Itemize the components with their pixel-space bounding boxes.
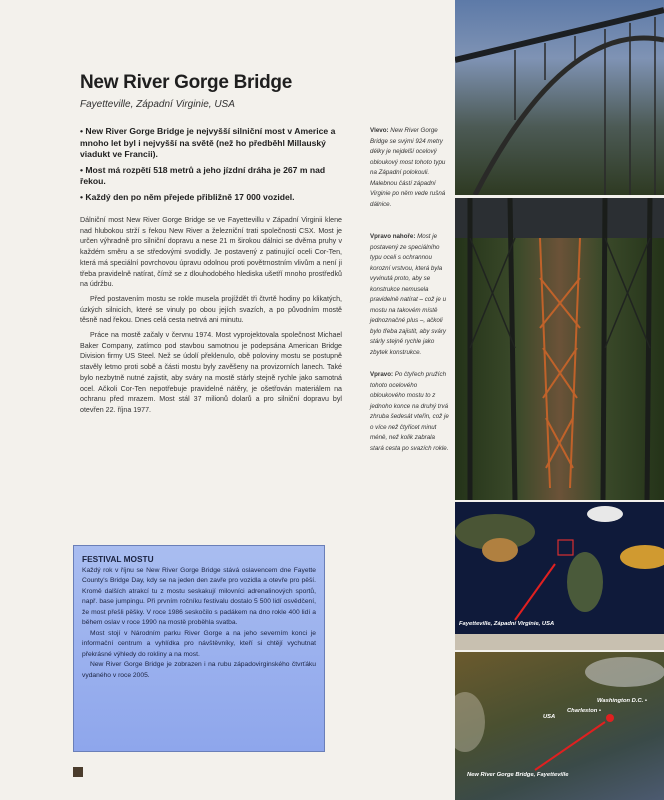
main-column [80, 126, 348, 420]
world-map-label: Fayetteville, Západní Virginie, USA [459, 621, 555, 627]
bridge-arch-graphic [455, 0, 664, 195]
charleston-label: Charleston • [567, 708, 601, 714]
photo-captions [370, 126, 450, 466]
caption-text: Po čtyřech pružích tohoto ocelového obloukového mostu to z jednoho konce na druhý trvá zhruba šedesát vteřin, což je o více než čtyřicet minut méně, než kolik zabrala stará cesta po svazích rokle. [370, 371, 449, 452]
paragraph: Most stojí v Národním parku River Gorge a na jeho severním konci je informační centrum a vyhlídka pro návštěvníky, kteří si chtějí vychutnat překrásné výhledy do rokliny a na most. [82, 629, 316, 658]
usa-label: USA [543, 714, 556, 720]
washington-label: Washington D.C. • [597, 698, 647, 704]
paragraph: Každý rok v říjnu se New River Gorge Bridge stává oslavencem dne Fayette County's Bridge Day, kdy se na jeden den zavře pro vozidla a otevře pro pěší. Kromě dalších atrakcí tu z mostu seskakují milovníci adrenalinových sportů, např. base jumpingu. Při prvním ročníku festivalu dostalo 5 500 lidí osvědčení, že most přešli pěšky. V roce 1986 seskočilo s padákem na dno rokle 400 lidí a během oslav v roce 1990 na mostě proběhla svatba. [82, 566, 316, 626]
article-subtitle: Fayetteville, Západní Virginie, USA [80, 99, 235, 110]
caption-label: Vlevo: [370, 127, 389, 134]
caption [370, 232, 450, 358]
bridge-underside-graphic [455, 198, 664, 500]
world-map [455, 502, 664, 650]
bridge-arch-photo [455, 0, 664, 195]
fact-bullets [80, 126, 348, 203]
bullet: • New River Gorge Bridge je nejvyšší silniční most v Americe a mnoho let byl i nejvyšší na světě (než ho předběhl Millauský viadukt ve Francii). [80, 126, 336, 159]
caption-label: Vpravo nahoře: [370, 233, 416, 240]
bullet: • Každý den po něm přejede přibližně 17 000 vozidel. [80, 191, 295, 202]
paragraph: Dálniční most New River Gorge Bridge se ve Fayettevillu v Západní Virginii klene nad hlubokou strží s řekou New River a železniční trati společnosti CSX. Most je určen výhradně pro silniční dopravu a nese 21 m širokou dálnici se dvěma pruhy v každém směru a se středovými svodidly. Je postavený z patinující oceli Cor-Ten, která má speciální povrchovou úpravu odolnou proti povětrnostním vlivům a není ji třeba pravidelně natírat, čímž se z dlouhodobého hlediska ušetří mnoho prostředků na údržbu. [80, 216, 342, 289]
article-body [80, 215, 342, 416]
caption-text: Most je postavený ze speciálního typu oceli s ochrannou korozní vrstvou, která byla vyvinutá proto, aby se konstrukce nemusela pravidelně natírat – což je u mostu na takovém místě jednoznačné plus –, ačkoli bylo třeba zajistit, aby sváry stárly stejně rychle jako zbytek konstrukce. [370, 233, 447, 356]
page-number-marker [73, 767, 83, 777]
caption [370, 370, 450, 454]
caption-label: Vpravo: [370, 371, 394, 378]
bullet: • Most má rozpětí 518 metrů a jeho jízdní dráha je 267 m nad řekou. [80, 164, 326, 186]
festival-heading: FESTIVAL MOSTU [82, 554, 154, 564]
bridge-underside-photo [455, 198, 664, 500]
article-title: New River Gorge Bridge [80, 72, 292, 93]
caption [370, 126, 450, 210]
caption-text: New River Gorge Bridge se svými 924 metry délky je nejdelší ocelový obloukový most tohoto typu na Západní polokouli. Malebnou částí západní Virginie po něm vede rušná dálnice. [370, 127, 446, 208]
paragraph: Práce na mostě začaly v červnu 1974. Most vyprojektovala společnost Michael Baker Company, zatímco pod stavbou samotnou je podepsána American Bridge Division firmy US Steel. Než se údolí překlenulo, obě poloviny mostu se postupně stavěly letmo proti sobě a části mostu byly zavěšeny na provizorních lanech. Také bylo nezbytně nutné zajistit, aby sváry na mostě stárly stejně rychle jako samotná ocel. Ačkoli Cor-Ten nepotřebuje pravidelné nátěry, je ošetřován materiálem na ochranu před mrazem. Most stál 37 milionů dolarů a pro silniční dopravu byl otevřen 22. října 1977. [80, 331, 342, 414]
festival-box [73, 545, 325, 752]
paragraph: New River Gorge Bridge je zobrazen i na rubu západovirginského čtvrťáku vydaného v roce 2005. [82, 661, 316, 679]
bridge-location-label: New River Gorge Bridge, Fayetteville [467, 772, 569, 778]
paragraph: Před postavením mostu se rokle musela projíždět tři čtvrtě hodiny po klikatých, úzkých silnicích, které se vinuly po obou jejích svazích, a po původním mostě těsně nad řekou. Dnes celá cesta netrvá ani minutu. [80, 294, 342, 325]
usa-satellite-map [455, 652, 664, 800]
